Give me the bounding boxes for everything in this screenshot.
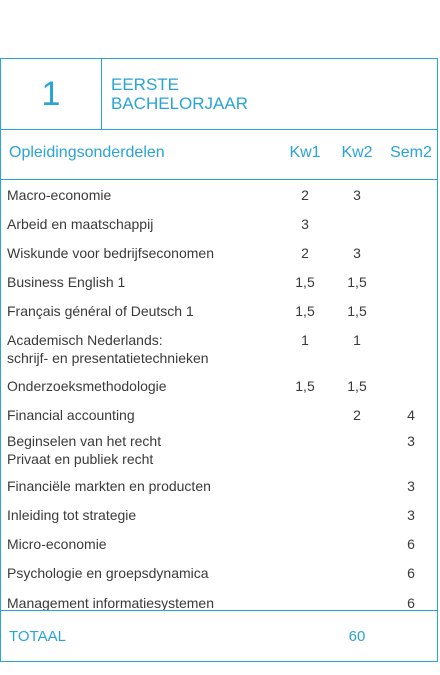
year-title <box>111 75 411 113</box>
course-name <box>7 331 277 367</box>
total-value: 60 <box>348 628 366 645</box>
course-name <box>7 302 277 320</box>
total-label: TOTAAL <box>9 628 66 645</box>
course-name-line: Financial accounting <box>7 407 135 423</box>
year-header <box>1 59 437 130</box>
credit-kw2: 1 <box>353 332 361 348</box>
table-row <box>1 302 437 331</box>
course-name <box>7 564 277 582</box>
course-name <box>7 506 277 524</box>
year-title-line1: EERSTE <box>111 75 180 94</box>
column-header-kw1: Kw1 <box>289 144 321 161</box>
credit-kw1: 1,5 <box>295 274 315 290</box>
table-row <box>1 432 437 477</box>
course-name <box>7 186 277 204</box>
column-header <box>1 129 437 180</box>
course-name <box>7 406 277 424</box>
course-name-line: Psychologie en groepsdynamica <box>7 565 209 581</box>
credit-sem2: 6 <box>407 565 415 581</box>
column-header-kw2: Kw2 <box>341 144 373 161</box>
table-row <box>1 406 437 432</box>
year-title-line2: BACHELORJAAR <box>111 94 248 113</box>
course-name-line: Inleiding tot strategie <box>7 507 137 523</box>
column-header-label: Opleidingsonderdelen <box>9 144 165 161</box>
course-name-line: Micro-economie <box>7 536 107 552</box>
credit-kw1: 3 <box>301 216 309 232</box>
table-row <box>1 506 437 535</box>
course-name <box>7 215 277 233</box>
course-name-line: Management informatiesystemen <box>7 595 214 611</box>
total-row <box>1 610 437 663</box>
column-header-sem2: Sem2 <box>390 144 432 161</box>
credit-kw2: 1,5 <box>347 303 367 319</box>
course-name-line: Beginselen van het recht <box>7 433 162 449</box>
table-row <box>1 273 437 302</box>
credit-kw1: 2 <box>301 245 309 261</box>
course-name <box>7 273 277 291</box>
curriculum-card <box>0 58 438 662</box>
credit-sem2: 6 <box>407 595 415 611</box>
table-row <box>1 477 437 506</box>
course-name <box>7 432 277 468</box>
credit-sem2: 3 <box>407 478 415 494</box>
course-name <box>7 535 277 553</box>
course-name-line: Business English 1 <box>7 274 126 290</box>
credit-kw2: 3 <box>353 187 361 203</box>
credit-kw1: 2 <box>301 187 309 203</box>
course-name <box>7 377 277 395</box>
course-name-line: Arbeid en maatschappij <box>7 216 154 232</box>
credit-sem2: 6 <box>407 536 415 552</box>
credit-sem2: 4 <box>407 407 415 423</box>
credit-kw1: 1,5 <box>295 378 315 394</box>
course-name-line: Privaat en publiek recht <box>7 451 154 467</box>
course-name-line: schrijf- en presentatietechnieken <box>7 350 209 366</box>
course-name-line: Academisch Nederlands: <box>7 332 163 348</box>
course-name-line: Onderzoeksmethodologie <box>7 378 167 394</box>
course-name-line: Financiële markten en producten <box>7 478 211 494</box>
course-name-line: Français général of Deutsch 1 <box>7 303 194 319</box>
table-row <box>1 564 437 594</box>
course-name <box>7 477 277 495</box>
credit-sem2: 3 <box>407 433 415 449</box>
credit-kw2: 2 <box>353 407 361 423</box>
table-row <box>1 186 437 215</box>
table-row <box>1 331 437 377</box>
table-row <box>1 215 437 244</box>
credit-kw2: 3 <box>353 245 361 261</box>
credit-sem2: 3 <box>407 507 415 523</box>
course-name <box>7 244 277 262</box>
table-row <box>1 535 437 564</box>
course-name-line: Macro-economie <box>7 187 112 203</box>
credit-kw1: 1 <box>301 332 309 348</box>
table-row <box>1 244 437 273</box>
credit-kw2: 1,5 <box>347 378 367 394</box>
table-row <box>1 377 437 406</box>
credit-kw1: 1,5 <box>295 303 315 319</box>
year-number: 1 <box>1 59 102 129</box>
course-name-line: Wiskunde voor bedrijfseconomen <box>7 245 214 261</box>
credit-kw2: 1,5 <box>347 274 367 290</box>
